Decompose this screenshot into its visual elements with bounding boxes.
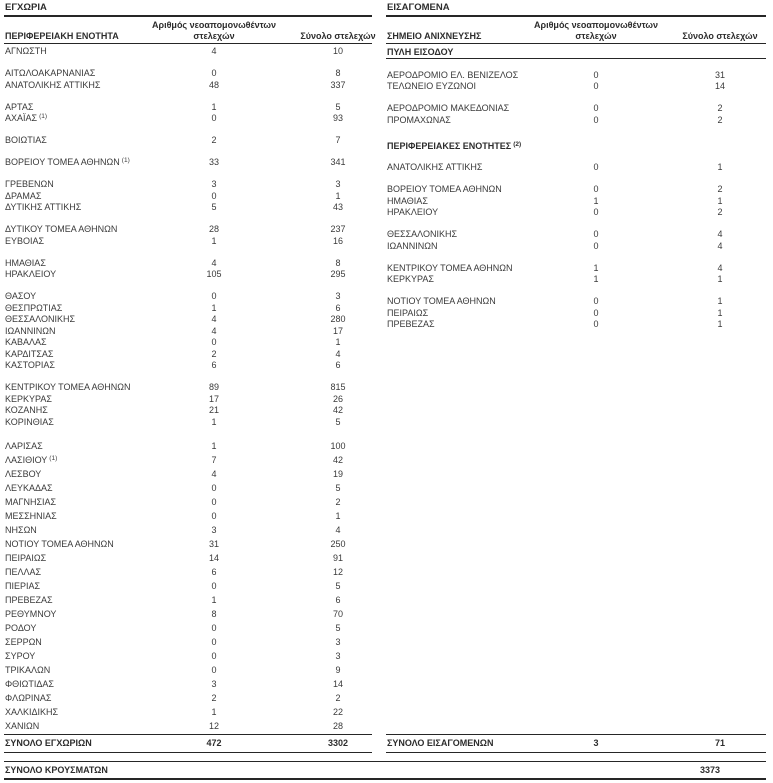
region-name: ΑΙΤΩΛΟΑΚΑΡΝΑΝΙΑΣ [5,68,96,78]
total-strains-value: 22 [332,706,343,717]
total-strains-value: 8 [335,68,341,78]
col-header-new-strains-line2: στελεχών [575,30,617,41]
region-name: ΤΡΙΚΑΛΩΝ [5,664,51,675]
new-strains-value: 1 [593,262,599,273]
total-strains-value: 5 [335,482,341,493]
region-name: ΑΓΝΩΣΤΗ [5,46,47,56]
new-strains-value: 4 [211,468,217,479]
new-strains-value: 0 [211,622,217,633]
region-name: ΝΟΤΙΟΥ ΤΟΜΕΑ ΑΘΗΝΩΝ [5,538,114,549]
region-name: ΝΗΣΩΝ [5,524,37,535]
new-strains-value: 0 [593,103,599,113]
new-strains-value: 0 [593,162,599,172]
region-name: ΘΕΣΠΡΩΤΙΑΣ [5,302,63,313]
region-name: ΒΟΡΕΙΟΥ ΤΟΜΕΑ ΑΘΗΝΩΝ $^{(1)}$ [5,157,130,167]
region-name: ΠΡΕΒΕΖΑΣ [5,594,53,605]
total-strains-value: 42 [332,454,343,465]
table-row [386,274,766,286]
imported-total-row [386,734,766,753]
new-strains-value: 0 [593,69,599,80]
region-name: ΒΟΙΩΤΙΑΣ [5,135,47,145]
region-name: ΜΑΓΝΗΣΙΑΣ [5,496,57,507]
region-name: ΘΕΣΣΑΛΟΝΙΚΗΣ [5,314,76,324]
total-strains-value: 2 [717,207,723,217]
total-strains-value: 93 [332,113,343,123]
new-strains-value: 0 [211,636,217,647]
table-row [4,314,372,326]
region-name: ΒΟΡΕΙΟΥ ΤΟΜΕΑ ΑΘΗΝΩΝ [387,184,502,194]
region-name: ΚΑΡΔΙΤΣΑΣ [5,348,54,359]
table-row [4,417,372,429]
total-strains-value: 1 [717,195,723,206]
table-row [4,202,372,214]
table-row [4,291,372,303]
new-strains-value: 0 [211,190,217,201]
new-strains-value: 0 [593,184,599,194]
table-row [4,46,372,58]
total-strains-value: 6 [335,302,341,313]
total-strains-value: 91 [332,552,343,563]
total-strains-value: 12 [332,566,343,577]
region-name: ΑΕΡΟΔΡΟΜΙΟ ΜΑΚΕΔΟΝΙΑΣ [387,103,510,113]
total-strains-value: 5 [335,622,341,633]
region-name: ΠΕΙΡΑΙΩΣ [5,552,47,563]
imported-rows [386,44,766,331]
row-group [4,179,372,214]
new-strains-value: 0 [211,113,217,123]
table-row [4,691,372,705]
new-strains-value: 2 [211,135,217,145]
col-header-new-strains-line1: Αριθμός νεοαπομονωθέντων [152,20,276,30]
total-strains-value: 1 [717,162,723,172]
table-row [4,635,372,649]
region-name: ΑΕΡΟΔΡΟΜΙΟ ΕΛ. ΒΕΝΙΖΕΛΟΣ [387,69,519,80]
row-group [386,296,766,331]
total-strains-value: 295 [330,269,346,279]
total-strains-value: 815 [330,382,346,392]
row-group [4,135,372,147]
new-strains-value: 0 [211,496,217,507]
total-strains-value: 2 [335,692,341,703]
total-strains-value: 3 [335,636,341,647]
section-subheader: ΠΕΡΙΦΕΡΕΙΑΚΕΣ ΕΝΟΤΗΤΕΣ $^{(2)}$ [387,140,522,151]
table-row [4,607,372,621]
row-group [386,70,766,93]
grand-total-row [4,761,766,780]
new-strains-value: 0 [593,240,599,251]
new-strains-value: 3 [211,524,217,535]
table-row [4,719,372,733]
new-strains-value: 6 [211,360,217,370]
total-strains-value: 6 [335,594,341,605]
total-strains-value: 19 [332,468,343,479]
total-strains-value: 6 [335,360,341,370]
col-header-new-strains-line2: στελεχών [193,30,235,41]
total-strains-value: 1 [335,510,341,521]
region-name: ΑΧΑΪΑΣ $^{(1)}$ [5,113,48,123]
new-strains-value: 0 [211,580,217,591]
table-row [386,184,766,196]
imported-table [386,3,766,331]
table-row [386,162,766,174]
total-strains-value: 5 [335,101,341,112]
region-name: ΚΕΡΚΥΡΑΣ [5,393,52,404]
new-strains-value: 0 [211,664,217,675]
new-strains-value: 2 [211,692,217,703]
new-strains-value: 7 [211,454,217,465]
total-strains-value: 1 [717,296,723,306]
table-row [4,349,372,361]
total-strains-value: 3 [335,179,341,189]
table-row [386,296,766,308]
new-strains-value: 6 [211,566,217,577]
total-strains-value: 26 [332,393,343,404]
table-row [4,509,372,523]
table-row [4,649,372,663]
total-strains-value: 337 [330,79,346,90]
total-strains-value: 9 [335,664,341,675]
table-row [4,663,372,677]
total-strains-value: 2 [717,184,723,194]
total-strains-value: 341 [330,157,346,167]
table-row [386,263,766,275]
total-strains-value: 4 [717,229,723,239]
new-strains-value: 89 [208,382,219,392]
imported-table-header [386,17,766,44]
region-name: ΠΡΕΒΕΖΑΣ [387,319,435,329]
new-strains-value: 17 [208,393,219,404]
total-strains-value: 10 [332,46,343,56]
total-strains-value: 3 [335,291,341,301]
total-strains-value: 14 [714,81,725,91]
new-strains-value: 3 [211,678,217,689]
table-row [4,593,372,607]
total-strains-value: 250 [330,538,346,549]
table-row [4,394,372,406]
domestic-table-title: ΕΓΧΩΡΙΑ [4,3,372,17]
table-row [386,308,766,320]
total-strains-value: 4 [335,348,341,359]
total-strains-value: 1 [335,190,341,201]
footnote-marker: (1) [39,113,48,120]
table-row [4,258,372,270]
region-name: ΙΩΑΝΝΙΝΩΝ [5,325,56,336]
region-name: ΚΟΡΙΝΘΙΑΣ [5,416,54,427]
total-strains-value: 31 [714,69,725,80]
total-strains-value: 237 [330,224,346,234]
new-strains-value: 33 [208,157,219,167]
table-row [4,157,372,169]
region-name: ΛΑΣΙΘΙΟΥ $^{(1)}$ [5,454,58,465]
new-strains-value: 4 [211,325,217,336]
domestic-rows [4,44,372,733]
table-row [4,360,372,372]
table-row [4,551,372,565]
new-strains-value: 1 [593,195,599,206]
region-name: ΤΕΛΩΝΕΙΟ ΕΥΖΩΝΟΙ [387,81,476,91]
total-strains-value: 4 [335,524,341,535]
section-subheader: ΠΥΛΗ ΕΙΣΟΔΟΥ [386,46,766,59]
table-row [386,241,766,253]
table-row [4,337,372,349]
total-strains-value: 4 [717,262,723,273]
region-name: ΚΕΝΤΡΙΚΟΥ ΤΟΜΕΑ ΑΘΗΝΩΝ [5,382,131,392]
table-row [4,113,372,125]
new-strains-value: 0 [593,114,599,125]
region-name: ΧΑΛΚΙΔΙΚΗΣ [5,706,59,717]
region-name: ΠΕΙΡΑΙΩΣ [387,307,429,318]
row-group [4,291,372,372]
table-row [4,495,372,509]
new-strains-value: 1 [593,274,599,284]
col-header-total-strains: Σύνολο στελεχών [682,31,758,41]
region-name: ΗΡΑΚΛΕΙΟΥ [387,207,439,217]
region-name: ΛΕΥΚΑΔΑΣ [5,482,53,493]
region-name: ΔΥΤΙΚΟΥ ΤΟΜΕΑ ΑΘΗΝΩΝ [5,224,118,234]
total-strains-value: 5 [335,580,341,591]
imported-total-label: ΣΥΝΟΛΟ ΕΙΣΑΓΟΜΕΝΩΝ [387,738,494,748]
row-group [4,102,372,125]
region-name: ΚΑΣΤΟΡΙΑΣ [5,360,55,370]
new-strains-value: 4 [211,314,217,324]
domestic-total-row [4,734,372,753]
table-row [4,405,372,417]
new-strains-value: 21 [208,405,219,415]
table-row [4,621,372,635]
grand-total-value: 3373 [699,765,721,775]
grand-total-label: ΣΥΝΟΛΟ ΚΡΟΥΣΜΑΤΩΝ [5,765,108,775]
table-row [386,103,766,115]
total-strains-value: 3 [335,650,341,661]
footnote-marker: (1) [49,454,58,462]
table-row [4,565,372,579]
new-strains-value: 1 [211,706,217,717]
total-strains-value: 7 [335,135,341,145]
new-strains-value: 1 [211,302,217,313]
col-header-region: ΠΕΡΙΦΕΡΕΙΑΚΗ ΕΝΟΤΗΤΑ [5,31,119,41]
col-header-new-strains [129,20,299,41]
table-row [4,523,372,537]
total-strains-value: 1 [335,337,341,347]
new-strains-value: 4 [211,46,217,56]
row-group [4,224,372,247]
new-strains-value: 8 [211,608,217,619]
region-name: ΛΕΣΒΟΥ [5,468,42,479]
total-strains-value: 2 [335,496,341,507]
imported-total-new-value: 3 [593,738,599,748]
new-strains-value: 14 [208,552,219,563]
region-name: ΚΑΒΑΛΑΣ [5,337,47,347]
col-header-new-strains-line1: Αριθμός νεοαπομονωθέντων [534,20,658,30]
row-group [4,382,372,428]
row-group [4,157,372,169]
region-name: ΑΡΤΑΣ [5,101,34,112]
table-row [4,224,372,236]
table-row [4,179,372,191]
new-strains-value: 4 [211,257,217,268]
total-strains-value: 2 [717,103,723,113]
table-row [386,207,766,219]
new-strains-value: 0 [593,81,599,91]
new-strains-value: 1 [211,235,217,246]
new-strains-value: 2 [211,348,217,359]
new-strains-value: 0 [593,229,599,239]
total-strains-value: 42 [332,405,343,415]
footnote-marker: (1) [121,157,130,164]
row-group [386,184,766,219]
table-row [386,115,766,127]
region-name: ΠΡΟΜΑΧΩΝΑΣ [387,114,451,125]
region-name: ΚΕΡΚΥΡΑΣ [387,274,434,284]
new-strains-value: 0 [593,207,599,217]
new-strains-value: 0 [211,291,217,301]
new-strains-value: 1 [211,416,217,427]
total-strains-value: 14 [332,678,343,689]
new-strains-value: 0 [211,68,217,78]
table-row [4,467,372,481]
new-strains-value: 0 [593,307,599,318]
row-group [386,103,766,126]
row-group [386,162,766,174]
new-strains-value: 0 [211,510,217,521]
total-strains-value: 43 [332,202,343,212]
new-strains-value: 0 [211,337,217,347]
region-name: ΔΥΤΙΚΗΣ ΑΤΤΙΚΗΣ [5,202,82,212]
region-name: ΣΕΡΡΩΝ [5,636,42,647]
footnote-marker: (2) [513,140,522,148]
table-row [4,579,372,593]
region-name: ΝΟΤΙΟΥ ΤΟΜΕΑ ΑΘΗΝΩΝ [387,296,496,306]
domestic-table [4,2,376,733]
domestic-total-new-value: 472 [206,738,222,748]
imported-table-title: ΕΙΣΑΓΟΜΕΝΑ [386,3,766,17]
domestic-total-total-value: 3302 [327,738,349,748]
region-name: ΠΕΛΛΑΣ [5,566,42,577]
region-name: ΡΟΔΟΥ [5,622,37,633]
row-group [4,68,372,91]
col-header-new-strains [511,20,681,41]
region-name: ΔΡΑΜΑΣ [5,190,42,201]
new-strains-value: 31 [208,538,219,549]
new-strains-value: 1 [211,594,217,605]
total-strains-value: 280 [330,314,346,324]
table-row [4,453,372,467]
table-row [4,303,372,315]
table-row [4,382,372,394]
col-header-total-strains: Σύνολο στελεχών [300,31,376,41]
table-row [4,80,372,92]
table-row [4,68,372,80]
new-strains-value: 12 [208,720,219,731]
domestic-total-label: ΣΥΝΟΛΟ ΕΓΧΩΡΙΩΝ [5,738,92,748]
table-row [4,481,372,495]
region-name: ΣΥΡΟΥ [5,650,36,661]
total-strains-value: 16 [332,235,343,246]
total-strains-value: 5 [335,416,341,427]
new-strains-value: 105 [206,269,222,279]
table-row [4,705,372,719]
region-name: ΕΥΒΟΙΑΣ [5,235,45,246]
region-name: ΗΜΑΘΙΑΣ [387,195,428,206]
table-row [4,677,372,691]
new-strains-value: 5 [211,202,217,212]
region-name: ΗΡΑΚΛΕΙΟΥ [5,269,57,279]
table-row [4,439,372,453]
total-strains-value: 1 [717,307,723,318]
new-strains-value: 0 [593,296,599,306]
region-name: ΧΑΝΙΩΝ [5,720,40,731]
region-name: ΗΜΑΘΙΑΣ [5,257,46,268]
table-row [4,326,372,338]
region-name: ΚΟΖΑΝΗΣ [5,405,48,415]
table-row [386,81,766,93]
imported-total-total-value: 71 [714,738,725,748]
total-strains-value: 1 [717,319,723,329]
row-group [386,229,766,252]
table-row [386,229,766,241]
new-strains-value: 28 [208,224,219,234]
total-strains-value: 1 [717,274,723,284]
region-name: ΛΑΡΙΣΑΣ [5,440,43,451]
total-strains-value: 28 [332,720,343,731]
new-strains-value: 0 [211,482,217,493]
region-name: ΠΙΕΡΙΑΣ [5,580,41,591]
region-name: ΘΕΣΣΑΛΟΝΙΚΗΣ [387,229,458,239]
table-row [4,102,372,114]
new-strains-value: 0 [211,650,217,661]
row-group [4,439,372,733]
total-strains-value: 17 [332,325,343,336]
table-row [4,191,372,203]
table-row [386,319,766,331]
table-row [386,196,766,208]
row-group [4,46,372,58]
table-row [4,236,372,248]
total-strains-value: 70 [332,608,343,619]
region-name: ΘΑΣΟΥ [5,291,37,301]
domestic-table-header [4,17,376,44]
region-name: ΓΡΕΒΕΝΩΝ [5,179,54,189]
new-strains-value: 3 [211,179,217,189]
table-row [4,269,372,281]
total-strains-value: 100 [330,440,346,451]
total-strains-value: 4 [717,240,723,251]
region-name: ΦΛΩΡΙΝΑΣ [5,692,52,703]
new-strains-value: 1 [211,101,217,112]
region-name: ΑΝΑΤΟΛΙΚΗΣ ΑΤΤΙΚΗΣ [387,162,483,172]
region-name: ΦΘΙΩΤΙΔΑΣ [5,678,54,689]
region-name: ΡΕΘΥΜΝΟΥ [5,608,57,619]
region-name: ΙΩΑΝΝΙΝΩΝ [387,240,438,251]
table-row [4,135,372,147]
total-strains-value: 2 [717,114,723,125]
row-group [386,263,766,286]
total-strains-value: 8 [335,257,341,268]
new-strains-value: 0 [593,319,599,329]
region-name: ΜΕΣΣΗΝΙΑΣ [5,510,57,521]
new-strains-value: 1 [211,440,217,451]
table-row [4,537,372,551]
table-row [386,70,766,82]
region-name: ΚΕΝΤΡΙΚΟΥ ΤΟΜΕΑ ΑΘΗΝΩΝ [387,262,513,273]
col-header-detection-point: ΣΗΜΕΙΟ ΑΝΙΧΝΕΥΣΗΣ [387,31,482,41]
region-name: ΑΝΑΤΟΛΙΚΗΣ ΑΤΤΙΚΗΣ [5,79,101,90]
row-group [4,258,372,281]
new-strains-value: 48 [208,79,219,90]
